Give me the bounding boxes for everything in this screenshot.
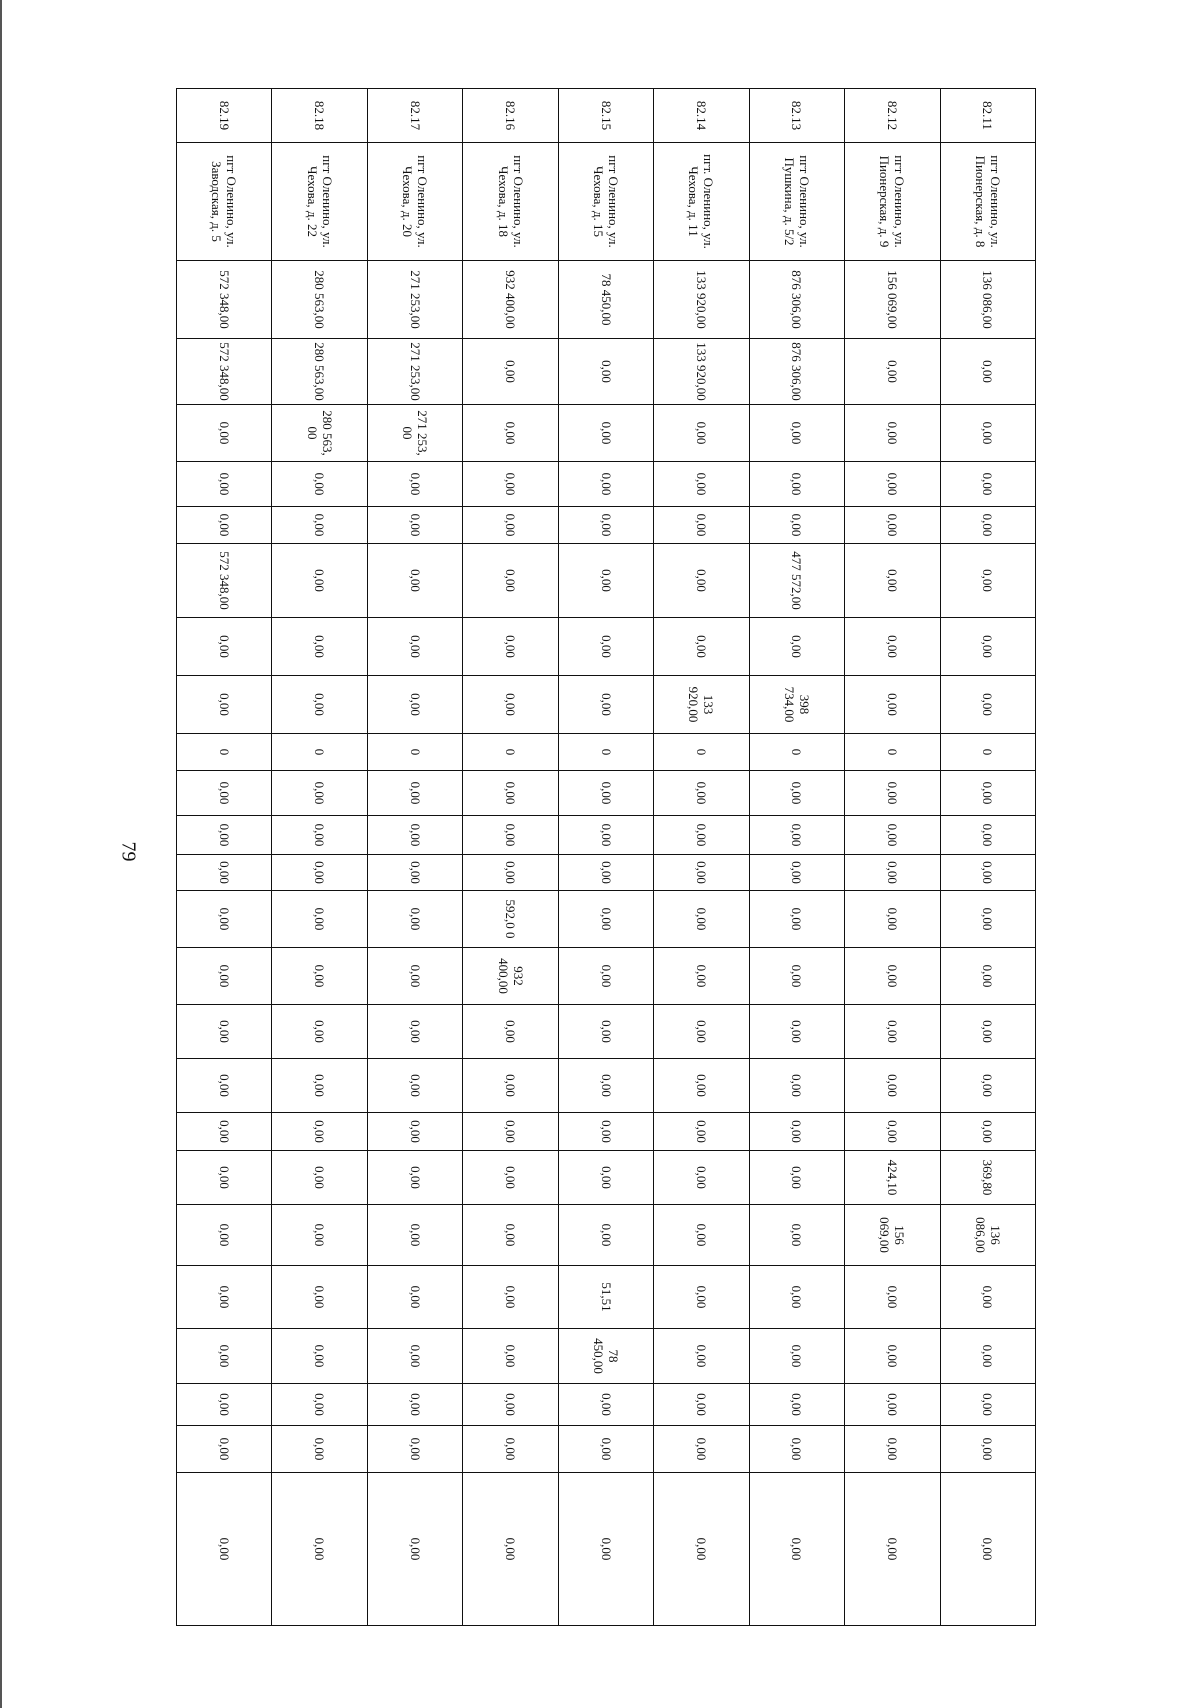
value-cell: 0,00 — [749, 1329, 844, 1384]
value-cell: 0,00 — [654, 816, 749, 855]
value-cell: 0,00 — [367, 1426, 462, 1473]
value-cell: 0,00 — [749, 1059, 844, 1113]
value-cell: 0,00 — [272, 618, 367, 676]
value-cell: 0,00 — [367, 1329, 462, 1384]
value-cell: 0 — [654, 734, 749, 771]
value-cell: 932 400,00 — [463, 948, 558, 1005]
value-cell: 0,00 — [558, 1473, 653, 1626]
address-cell: пгт Оленино, ул. Пионерская, д. 9 — [845, 143, 940, 261]
value-cell: 0,00 — [940, 676, 1035, 734]
value-cell: 0,00 — [845, 1113, 940, 1151]
value-cell: 0,00 — [558, 855, 653, 891]
value-cell: 0,00 — [845, 816, 940, 855]
address-cell: пгт Оленино, ул. Чехова, д. 18 — [463, 143, 558, 261]
value-cell: 0,00 — [749, 1426, 844, 1473]
value-cell: 0,00 — [177, 948, 273, 1005]
value-cell: 0,00 — [749, 1005, 844, 1059]
value-cell: 0,00 — [845, 891, 940, 948]
value-cell: 0,00 — [845, 405, 940, 462]
value-cell: 0,00 — [272, 1113, 367, 1151]
value-cell: 0,00 — [654, 1151, 749, 1205]
table-row — [654, 89, 749, 1626]
row-id-cell: 82.18 — [272, 89, 367, 143]
value-cell: 0,00 — [367, 618, 462, 676]
value-cell: 0,00 — [367, 1059, 462, 1113]
value-cell: 0,00 — [749, 1384, 844, 1426]
value-cell: 0,00 — [558, 507, 653, 544]
value-cell: 0,00 — [463, 676, 558, 734]
value-cell: 0,00 — [177, 1426, 273, 1473]
value-cell: 0,00 — [177, 1059, 273, 1113]
address-cell: пгт Оленино, ул. Чехова, д. 20 — [367, 143, 462, 261]
address-cell: пгт Оленино, ул. Пионерская, д. 8 — [940, 143, 1035, 261]
value-cell: 424,10 — [845, 1151, 940, 1205]
value-cell: 0,00 — [463, 618, 558, 676]
value-cell: 0,00 — [272, 948, 367, 1005]
value-cell: 0,00 — [367, 771, 462, 816]
value-cell: 0,00 — [940, 1266, 1035, 1329]
value-cell: 0,00 — [272, 507, 367, 544]
value-cell: 0,00 — [463, 405, 558, 462]
value-cell: 0,00 — [654, 1113, 749, 1151]
value-cell: 0,00 — [558, 1205, 653, 1266]
value-cell: 0,00 — [177, 855, 273, 891]
value-cell: 133 920,00 — [654, 676, 749, 734]
value-cell: 0,00 — [177, 1384, 273, 1426]
page-number: 79 — [117, 841, 140, 862]
value-cell: 0,00 — [558, 462, 653, 507]
value-cell: 0,00 — [749, 618, 844, 676]
value-cell: 0,00 — [367, 891, 462, 948]
value-cell: 0,00 — [463, 1059, 558, 1113]
value-cell: 0,00 — [654, 405, 749, 462]
value-cell: 0,00 — [845, 618, 940, 676]
value-cell: 0,00 — [367, 1473, 462, 1626]
value-cell: 0,00 — [272, 1384, 367, 1426]
value-cell: 78 450,00 — [558, 261, 653, 339]
value-cell: 0,00 — [367, 544, 462, 618]
row-id-cell: 82.15 — [558, 89, 653, 143]
rotated-table-wrapper — [176, 88, 1036, 1626]
value-cell: 0,00 — [558, 405, 653, 462]
value-cell: 0 — [940, 734, 1035, 771]
value-cell: 78 450,00 — [558, 1329, 653, 1384]
value-cell: 0,00 — [845, 1266, 940, 1329]
value-cell: 0,00 — [558, 544, 653, 618]
value-cell: 0,00 — [367, 1205, 462, 1266]
value-cell: 0,00 — [940, 855, 1035, 891]
value-cell: 0,00 — [177, 618, 273, 676]
value-cell: 369,80 — [940, 1151, 1035, 1205]
table-row — [558, 89, 653, 1626]
address-cell: пгт Оленино, ул. Чехова, д. 15 — [558, 143, 653, 261]
value-cell: 0,00 — [367, 855, 462, 891]
value-cell: 0,00 — [367, 676, 462, 734]
row-id-cell: 82.19 — [177, 89, 273, 143]
address-cell: пгт Оленино, ул. Пушкина, д. 5/2 — [749, 143, 844, 261]
address-cell: пгт Оленино, ул. Заводская, д. 5 — [177, 143, 273, 261]
value-cell: 0,00 — [654, 1005, 749, 1059]
value-cell: 0,00 — [272, 544, 367, 618]
value-cell: 0,00 — [272, 1151, 367, 1205]
value-cell: 0,00 — [367, 816, 462, 855]
value-cell: 280 563, 00 — [272, 405, 367, 462]
table-row — [463, 89, 558, 1626]
value-cell: 572 348,00 — [177, 261, 273, 339]
value-cell: 0 — [367, 734, 462, 771]
value-cell: 271 253,00 — [367, 339, 462, 405]
value-cell: 0,00 — [940, 1059, 1035, 1113]
value-cell: 271 253,00 — [367, 261, 462, 339]
table-row — [845, 89, 940, 1626]
value-cell: 0,00 — [845, 507, 940, 544]
value-cell: 0,00 — [272, 1426, 367, 1473]
table-row — [272, 89, 367, 1626]
row-id-cell: 82.13 — [749, 89, 844, 143]
value-cell: 0,00 — [177, 676, 273, 734]
value-cell: 280 563,00 — [272, 339, 367, 405]
value-cell: 0,00 — [272, 1005, 367, 1059]
value-cell: 0,00 — [367, 1384, 462, 1426]
value-cell: 0,00 — [749, 1473, 844, 1626]
value-cell: 0,00 — [463, 462, 558, 507]
value-cell: 0,00 — [654, 1473, 749, 1626]
value-cell: 0,00 — [940, 618, 1035, 676]
value-cell: 0,00 — [845, 1329, 940, 1384]
value-cell: 0,00 — [558, 1151, 653, 1205]
value-cell: 398 734,00 — [749, 676, 844, 734]
value-cell: 0,00 — [845, 462, 940, 507]
value-cell: 876 306,00 — [749, 261, 844, 339]
row-id-cell: 82.14 — [654, 89, 749, 143]
value-cell: 0,00 — [749, 771, 844, 816]
value-cell: 0,00 — [367, 507, 462, 544]
value-cell: 592,0 0 — [463, 891, 558, 948]
value-cell: 0,00 — [558, 1384, 653, 1426]
value-cell: 0,00 — [749, 891, 844, 948]
value-cell: 0,00 — [272, 676, 367, 734]
capital-repair-table — [176, 88, 1036, 1626]
value-cell: 0,00 — [558, 1113, 653, 1151]
value-cell: 0,00 — [177, 507, 273, 544]
value-cell: 0,00 — [940, 948, 1035, 1005]
value-cell: 0,00 — [940, 816, 1035, 855]
value-cell: 0,00 — [177, 462, 273, 507]
value-cell: 0,00 — [749, 1266, 844, 1329]
value-cell: 0,00 — [940, 339, 1035, 405]
value-cell: 0,00 — [940, 462, 1035, 507]
value-cell: 0,00 — [463, 1384, 558, 1426]
value-cell: 0,00 — [654, 855, 749, 891]
value-cell: 0,00 — [940, 1005, 1035, 1059]
value-cell: 156 069,00 — [845, 1205, 940, 1266]
value-cell: 0,00 — [940, 507, 1035, 544]
value-cell: 0,00 — [654, 1384, 749, 1426]
table-body — [177, 89, 1036, 1626]
value-cell: 0,00 — [845, 948, 940, 1005]
value-cell: 0,00 — [940, 1473, 1035, 1626]
value-cell: 876 306,00 — [749, 339, 844, 405]
table-row — [177, 89, 273, 1626]
value-cell: 0,00 — [272, 855, 367, 891]
value-cell: 0,00 — [177, 1113, 273, 1151]
value-cell: 0,00 — [940, 1384, 1035, 1426]
value-cell: 0,00 — [272, 1205, 367, 1266]
value-cell: 0,00 — [272, 1473, 367, 1626]
value-cell: 0 — [177, 734, 273, 771]
value-cell: 0,00 — [177, 1205, 273, 1266]
value-cell: 136 086,00 — [940, 261, 1035, 339]
row-id-cell: 82.11 — [940, 89, 1035, 143]
value-cell: 932 400,00 — [463, 261, 558, 339]
address-cell: пгт. Оленино, ул. Чехова, д. 11 — [654, 143, 749, 261]
value-cell: 156 069,00 — [845, 261, 940, 339]
row-id-cell: 82.16 — [463, 89, 558, 143]
value-cell: 0,00 — [940, 544, 1035, 618]
value-cell: 0,00 — [654, 507, 749, 544]
value-cell: 0,00 — [558, 1426, 653, 1473]
value-cell: 0,00 — [463, 1151, 558, 1205]
row-id-cell: 82.17 — [367, 89, 462, 143]
value-cell: 0,00 — [558, 891, 653, 948]
value-cell: 0 — [463, 734, 558, 771]
value-cell: 0,00 — [654, 1205, 749, 1266]
value-cell: 0,00 — [845, 771, 940, 816]
value-cell: 0,00 — [367, 1005, 462, 1059]
value-cell: 572 348,00 — [177, 544, 273, 618]
table-row — [749, 89, 844, 1626]
value-cell: 0,00 — [177, 1473, 273, 1626]
value-cell: 0,00 — [749, 1151, 844, 1205]
value-cell: 0,00 — [845, 1384, 940, 1426]
value-cell: 0,00 — [654, 1329, 749, 1384]
value-cell: 0,00 — [367, 948, 462, 1005]
value-cell: 0,00 — [272, 1266, 367, 1329]
value-cell: 0,00 — [749, 855, 844, 891]
value-cell: 0,00 — [367, 1113, 462, 1151]
value-cell: 0,00 — [654, 948, 749, 1005]
value-cell: 0,00 — [940, 1426, 1035, 1473]
value-cell: 0,00 — [654, 891, 749, 948]
value-cell: 0,00 — [845, 1426, 940, 1473]
value-cell: 0 — [272, 734, 367, 771]
value-cell: 0,00 — [463, 507, 558, 544]
value-cell: 0,00 — [463, 1113, 558, 1151]
value-cell: 51,51 — [558, 1266, 653, 1329]
value-cell: 0,00 — [749, 1113, 844, 1151]
value-cell: 0,00 — [463, 1266, 558, 1329]
value-cell: 0,00 — [463, 1205, 558, 1266]
value-cell: 0,00 — [558, 339, 653, 405]
value-cell: 0,00 — [845, 1059, 940, 1113]
value-cell: 0,00 — [749, 507, 844, 544]
value-cell: 0,00 — [177, 1266, 273, 1329]
value-cell: 133 920,00 — [654, 339, 749, 405]
value-cell: 0,00 — [558, 1059, 653, 1113]
value-cell: 0,00 — [367, 1151, 462, 1205]
value-cell: 0,00 — [749, 948, 844, 1005]
value-cell: 0,00 — [367, 462, 462, 507]
value-cell: 0,00 — [177, 816, 273, 855]
value-cell: 0,00 — [654, 1266, 749, 1329]
value-cell: 0,00 — [654, 462, 749, 507]
value-cell: 0,00 — [272, 1329, 367, 1384]
value-cell: 280 563,00 — [272, 261, 367, 339]
value-cell: 0,00 — [463, 1473, 558, 1626]
value-cell: 0,00 — [654, 1059, 749, 1113]
value-cell: 0,00 — [177, 1329, 273, 1384]
value-cell: 0,00 — [845, 676, 940, 734]
row-id-cell: 82.12 — [845, 89, 940, 143]
value-cell: 0,00 — [845, 855, 940, 891]
value-cell: 0,00 — [463, 339, 558, 405]
value-cell: 0,00 — [749, 816, 844, 855]
value-cell: 0,00 — [845, 1005, 940, 1059]
value-cell: 0,00 — [558, 676, 653, 734]
value-cell: 0,00 — [749, 1205, 844, 1266]
value-cell: 271 253, 00 — [367, 405, 462, 462]
value-cell: 0,00 — [749, 405, 844, 462]
value-cell: 0,00 — [272, 771, 367, 816]
value-cell: 572 348,00 — [177, 339, 273, 405]
value-cell: 0,00 — [272, 891, 367, 948]
value-cell: 0,00 — [654, 544, 749, 618]
value-cell: 136 086,00 — [940, 1205, 1035, 1266]
value-cell: 0,00 — [463, 1426, 558, 1473]
value-cell: 133 920,00 — [654, 261, 749, 339]
value-cell: 0,00 — [177, 891, 273, 948]
value-cell: 0,00 — [940, 1113, 1035, 1151]
value-cell: 0,00 — [940, 1329, 1035, 1384]
value-cell: 0,00 — [749, 462, 844, 507]
value-cell: 0,00 — [558, 771, 653, 816]
value-cell: 0,00 — [177, 1151, 273, 1205]
value-cell: 0,00 — [463, 1329, 558, 1384]
value-cell: 477 572,00 — [749, 544, 844, 618]
address-cell: пгт Оленино, ул. Чехова, д. 22 — [272, 143, 367, 261]
value-cell: 0,00 — [558, 1005, 653, 1059]
value-cell: 0,00 — [463, 544, 558, 618]
value-cell: 0,00 — [845, 339, 940, 405]
value-cell: 0,00 — [940, 891, 1035, 948]
value-cell: 0,00 — [177, 771, 273, 816]
value-cell: 0,00 — [463, 816, 558, 855]
value-cell: 0,00 — [654, 771, 749, 816]
value-cell: 0,00 — [654, 618, 749, 676]
value-cell: 0,00 — [177, 1005, 273, 1059]
value-cell: 0,00 — [558, 618, 653, 676]
table-row — [940, 89, 1035, 1626]
value-cell: 0,00 — [558, 948, 653, 1005]
value-cell: 0 — [558, 734, 653, 771]
value-cell: 0,00 — [463, 1005, 558, 1059]
value-cell: 0,00 — [272, 462, 367, 507]
value-cell: 0,00 — [845, 1473, 940, 1626]
value-cell: 0,00 — [272, 816, 367, 855]
value-cell: 0,00 — [558, 816, 653, 855]
value-cell: 0,00 — [463, 855, 558, 891]
table-row — [367, 89, 462, 1626]
value-cell: 0,00 — [940, 405, 1035, 462]
value-cell: 0,00 — [654, 1426, 749, 1473]
value-cell: 0,00 — [272, 1059, 367, 1113]
value-cell: 0,00 — [367, 1266, 462, 1329]
value-cell: 0,00 — [845, 544, 940, 618]
value-cell: 0,00 — [940, 771, 1035, 816]
value-cell: 0,00 — [177, 405, 273, 462]
value-cell: 0 — [845, 734, 940, 771]
value-cell: 0,00 — [463, 771, 558, 816]
value-cell: 0 — [749, 734, 844, 771]
